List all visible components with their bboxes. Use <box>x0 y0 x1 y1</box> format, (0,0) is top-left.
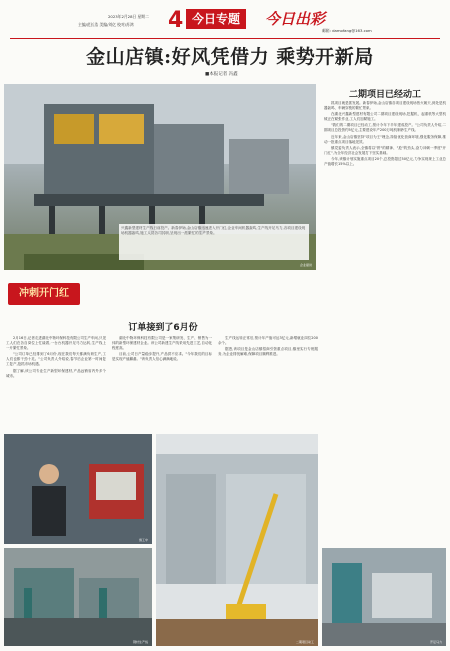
caption-d: 开足马力 <box>429 640 442 644</box>
date-line: 2023年2月28日 星期二 <box>108 14 149 19</box>
page-number: 4 <box>168 8 184 33</box>
section-title-box <box>186 9 246 29</box>
paragraph: 湖北中物环保科技有限公司是一家集研发、生产、销售为一体的新型环保建材企业。该公司新建生产线采用先进工艺,自动化程度高。 <box>112 336 212 351</box>
badge <box>8 283 80 305</box>
mid2-column <box>218 336 318 431</box>
paragraph: 目前,公司日产量稳步提升,产品供不应求。"今年我们的目标是实现产值翻番。"该负责人信心满满地说。 <box>112 352 212 362</box>
masthead <box>0 0 450 42</box>
photo-caption-box <box>119 224 309 260</box>
paragraph: 近年来,金山店镇坚持"项目为王"理念,持续优化营商环境,强化服务保障,推动一批重点项目落地见效。 <box>324 134 446 144</box>
interior-illustration <box>322 548 446 646</box>
paragraph: 抓项目就是抓发展。新春伊始,金山店镇各项目建设现场热火朝天,到处是机器轰鸣、车辆穿梭的繁忙景象。 <box>324 101 446 111</box>
paragraph: 今年,该镇计划实施重点项目20个,总投资超过50亿元,力争实现规上工业总产值增长15%以上。 <box>324 156 446 167</box>
section-projects-title: 二期项目已经动工 <box>348 90 421 100</box>
headline: 金山店镇:好风凭借力 乘势开新局 <box>86 46 374 68</box>
staff-line: 主编/范长浩 美编/刘亿 校对/苏鸿 <box>78 22 134 27</box>
paragraph: 据悉,该项目是金山店镇招商引资重点项目,镇里实行专班服务,为企业排忧解难,保障项目顺利推进。 <box>218 347 318 357</box>
photo-construction <box>156 434 318 646</box>
paragraph: "公司订单已经排到了6月份,现在我们每天都满负荷生产,工人们也都干劲十足。"公司负责人介绍说,春节后企业第一时间复工复产,抢抓市场机遇。 <box>6 352 106 367</box>
caption-b: 钢材生产线 <box>132 640 148 644</box>
byline: ■本报记者 冯鑫 <box>205 72 238 77</box>
masthead-rule <box>10 38 440 39</box>
photo-credit: 企业提供 <box>299 263 312 267</box>
badge-text: 冲刺开门红 <box>19 288 69 299</box>
paragraph: 生产线运转正常后,预计年产值可达3亿元,新增就业岗位200余个。 <box>218 336 318 346</box>
photo-steel-line <box>4 548 152 646</box>
section-orders-title: 订单接到了6月份 <box>128 323 198 333</box>
photo-caption: 兴鑫新型建材生产线日前投产。新春伊始,金山店镇迅速进入开门红,企业车间机器轰鸣,生产线开足马力,各项目建设现场机器轰鸣,施工人员各司其职,呈现出一派繁忙的生产景象。 <box>121 226 306 235</box>
caption-a: 施工中 <box>138 538 148 542</box>
worker-illustration <box>4 434 152 544</box>
paragraph: "我们的二期项目已经动工,预计今年下半年建成投产。"公司负责人介绍,二期项目总投资约5亿元,主要建设年产200万吨机制砂生产线。 <box>324 123 446 133</box>
paper-logo: 今日出彩 <box>265 10 326 28</box>
paragraph: 据了解,该公司专业生产新型环保建材,产品远销省内外多个城市。 <box>6 368 106 378</box>
paragraph: 镇党委负责人表示,全镇将以"拼"的精神、"抢"的劲头,奋力冲刺一季度"开门红",为全年经济社会发展打下坚实基础。 <box>324 145 446 155</box>
left-column <box>6 336 106 431</box>
paragraph: 2月16日,记者走进湖北中物环保科技有限公司生产车间,只见工人们在各自岗位上忙碌着,一台台机器开足马力运转,生产线上一片繁忙景象。 <box>6 336 106 351</box>
factory-photo <box>4 84 316 270</box>
caption-c: 二期项目动工 <box>295 640 314 644</box>
photo-factory-interior <box>322 548 446 646</box>
right-column <box>324 101 446 431</box>
construction-illustration <box>156 434 318 646</box>
photo-worker <box>4 434 152 544</box>
section-title: 今日专题 <box>191 12 240 26</box>
steel-line-illustration <box>4 548 152 646</box>
paragraph: 在湖北兴鑫新型建材有限公司二期项目建设现场,挖掘机、起重机等大型机械正在紧张作业,工人们加紧施工。 <box>324 112 446 122</box>
mid-column <box>112 336 212 431</box>
email: 邮箱: damofang@163.com <box>322 28 372 33</box>
